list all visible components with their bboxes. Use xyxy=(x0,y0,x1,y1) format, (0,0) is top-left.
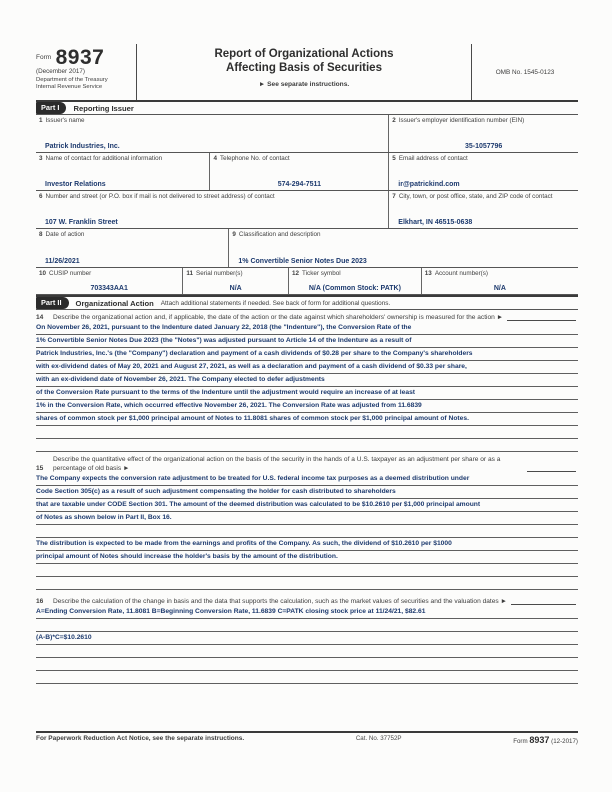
question-14-number: 14 xyxy=(36,314,44,321)
question-16 xyxy=(36,597,578,606)
dept-line: Department of the Treasury xyxy=(36,77,108,83)
answer-line: of Notes as shown below in Part II, Box 16. xyxy=(36,512,578,525)
street-value: 107 W. Franklin Street xyxy=(45,219,118,226)
answer-line: that are taxable under CODE Section 301. The amount of the deemed distribution was calculated to be $10.2610 per $1,000 principal amount xyxy=(36,499,578,512)
field-label-text: Classification and description xyxy=(238,231,321,238)
row-issuer xyxy=(36,115,578,153)
answer-line: Patrick Industries, Inc.'s (the "Company") declaration and payment of a cash dividends of $0.28 per share to the Company's shareholders xyxy=(36,348,578,361)
footer-form-number: 8937 xyxy=(529,735,550,745)
field-label xyxy=(392,193,575,201)
see-instructions-note: ► See separate instructions. xyxy=(258,81,350,88)
field-serial xyxy=(182,268,288,294)
question-16-text: Describe the calculation of the change in basis and the data that supports the calculation, such as the market values of securities and the valuation dates ► xyxy=(53,598,508,605)
contact-name-value: Investor Relations xyxy=(45,181,106,188)
field-label xyxy=(39,117,385,125)
field-label xyxy=(232,231,575,239)
field-label-text: Ticker symbol xyxy=(302,270,341,277)
part2-bar xyxy=(36,295,578,310)
field-label xyxy=(425,270,575,278)
answer-line: 1% in the Conversion Rate, which occurred effective November 26, 2021. The Conversion Rate was adjusted from 11.6839 xyxy=(36,400,578,413)
paperwork-notice: For Paperwork Reduction Act Notice, see the separate instructions. xyxy=(36,735,245,742)
field-ticker xyxy=(288,268,421,294)
field-telephone xyxy=(209,153,388,190)
part2-note: Attach additional statements if needed. See back of form for additional questions. xyxy=(160,299,391,307)
question-16-rule xyxy=(511,603,576,605)
form-number: 8937 xyxy=(55,46,105,69)
row-address xyxy=(36,191,578,229)
field-number: 6 xyxy=(39,193,43,200)
answer-16-block xyxy=(36,606,578,684)
form-title-line1: Report of Organizational Actions xyxy=(214,48,394,60)
field-label-text: Name of contact for additional information xyxy=(45,155,163,162)
answer-line: with an ex-dividend date of November 26, 2021. The Company elected to defer adjustments xyxy=(36,374,578,387)
field-label xyxy=(39,270,179,278)
field-number: 3 xyxy=(39,155,43,162)
answer-line: On November 26, 2021, pursuant to the Indenture dated January 22, 2018 (the "Indenture"), the Conversion Rate of the xyxy=(36,322,578,335)
answer-line: 1% Convertible Senior Notes Due 2023 (the "Notes") was adjusted pursuant to Article 14 of the Indenture as a result of xyxy=(36,335,578,348)
answer-15-block xyxy=(36,473,578,590)
field-account xyxy=(421,268,578,294)
field-label xyxy=(186,270,285,278)
answer-line-blank xyxy=(36,671,578,684)
answer-line: (A-B)*C=$10.2610 xyxy=(36,632,578,645)
part2-title: Organizational Action xyxy=(75,298,154,308)
field-number: 13 xyxy=(424,270,432,277)
answer-line: Code Section 305(c) as a result of such adjustment compensating the holder for cash distributed to shareholders xyxy=(36,486,578,499)
field-label-text: Account number(s) xyxy=(434,270,489,277)
answer-line: principal amount of Notes should increase the holder's basis by the amount of the distribution. xyxy=(36,551,578,564)
form-title xyxy=(137,48,471,75)
field-number: 8 xyxy=(39,231,43,238)
question-16-number: 16 xyxy=(36,598,44,605)
form-word-label: Form xyxy=(36,54,52,61)
question-15-number: 15 xyxy=(36,465,44,472)
field-number: 9 xyxy=(232,231,236,238)
field-contact-name xyxy=(36,153,209,190)
footer-form-word: Form xyxy=(513,738,528,745)
field-number: 1 xyxy=(39,117,43,124)
answer-line-blank xyxy=(36,577,578,590)
form-header xyxy=(36,44,578,100)
form-revision: (December 2017) xyxy=(36,68,85,75)
serial-value: N/A xyxy=(229,285,242,292)
row-contact xyxy=(36,153,578,191)
answer-line-blank xyxy=(36,645,578,658)
answer-14-block xyxy=(36,322,578,452)
row-action xyxy=(36,229,578,268)
form-identity-block xyxy=(36,44,137,100)
field-label-text: City, town, or post office, state, and ZIP code of contact xyxy=(398,193,553,200)
question-14-rule xyxy=(507,319,576,321)
answer-line: The distribution is expected to be made from the earnings and profits of the Company. As such, the dividend of $10.2610 per $1000 xyxy=(36,538,578,551)
answer-line: of the Conversion Rate pursuant to the terms of the Indenture until the adjustment would require an increase of at least xyxy=(36,387,578,400)
part1-chip: Part I xyxy=(36,102,66,114)
answer-line-blank xyxy=(36,525,578,538)
field-cusip xyxy=(36,268,182,294)
question-15-text: Describe the quantitative effect of the organizational action on the basis of the security in the hands of a U.S. taxpayer as an adjustment per share or as a percentage of old basis ► xyxy=(53,456,501,472)
field-label-text: Issuer's employer identification number (EIN) xyxy=(398,117,525,124)
section-gap xyxy=(36,590,578,594)
field-label xyxy=(392,155,575,163)
ein-value: 35-1057796 xyxy=(464,143,503,150)
agency-line: Internal Revenue Service xyxy=(36,84,103,90)
field-date-of-action xyxy=(36,229,228,267)
footer-form-id xyxy=(513,735,578,745)
part1-title: Reporting Issuer xyxy=(73,103,134,113)
field-label-text: Issuer's name xyxy=(45,117,85,124)
answer-line-blank xyxy=(36,619,578,632)
field-number: 5 xyxy=(392,155,396,162)
field-issuer-name xyxy=(36,115,388,152)
field-label-text: Telephone No. of contact xyxy=(219,155,290,162)
field-number: 11 xyxy=(186,270,193,277)
part1-bar xyxy=(36,100,578,115)
telephone-value: 574-294-7511 xyxy=(277,181,321,188)
field-street xyxy=(36,191,388,228)
answer-line-blank xyxy=(36,564,578,577)
ticker-value: N/A (Common Stock: PATK) xyxy=(308,285,401,292)
email-value: ir@patrickind.com xyxy=(398,181,460,188)
field-label xyxy=(392,117,575,125)
field-label xyxy=(39,193,385,201)
answer-line-blank xyxy=(36,426,578,439)
field-number: 12 xyxy=(292,270,300,277)
field-label-text: Date of action xyxy=(45,231,85,238)
classification-value: 1% Convertible Senior Notes Due 2023 xyxy=(238,258,367,265)
issuer-name-value: Patrick Industries, Inc. xyxy=(45,143,120,150)
field-number: 2 xyxy=(392,117,396,124)
answer-line: shares of common stock per $1,000 principal amount of Notes to 11.8081 shares of common stock per $1,000 principal amount of Notes. xyxy=(36,413,578,426)
field-email xyxy=(388,153,578,190)
field-number: 4 xyxy=(213,155,217,162)
cusip-value: 703343AA1 xyxy=(90,285,128,292)
answer-line: The Company expects the conversion rate adjustment to be treated for U.S. federal income tax purposes as a deemed distribution under xyxy=(36,473,578,486)
answer-line: A=Ending Conversion Rate, 11.8081 B=Beginning Conversion Rate, 11.6839 C=PATK closing stock price at 11/24/21, $82.61 xyxy=(36,606,578,619)
question-15 xyxy=(36,455,578,473)
form-title-block xyxy=(137,44,471,100)
field-number: 7 xyxy=(392,193,396,200)
city-state-zip-value: Elkhart, IN 46515-0638 xyxy=(398,219,473,226)
omb-block xyxy=(471,44,578,100)
field-classification xyxy=(228,229,578,267)
field-label xyxy=(39,155,206,163)
answer-line-blank xyxy=(36,658,578,671)
field-city-state-zip xyxy=(388,191,578,228)
field-label xyxy=(39,231,225,239)
field-ein xyxy=(388,115,578,152)
omb-number: OMB No. 1545-0123 xyxy=(495,68,555,76)
form-body xyxy=(36,44,578,684)
form-footer xyxy=(36,731,578,745)
part2-chip: Part II xyxy=(36,297,69,309)
catalog-number: Cat. No. 37752P xyxy=(355,735,402,742)
field-label-text: Number and street (or P.O. box if mail is not delivered to street address) of contact xyxy=(45,193,275,200)
field-number: 10 xyxy=(39,270,47,277)
account-value: N/A xyxy=(493,285,506,292)
field-label xyxy=(292,270,418,278)
field-label-text: Email address of contact xyxy=(398,155,468,162)
answer-line: with ex-dividend dates of May 20, 2021 and August 27, 2021, as well as a declaration and payment of a cash dividend of $0.33 per share, xyxy=(36,361,578,374)
footer-form-revision: (12-2017) xyxy=(551,738,578,745)
question-15-rule xyxy=(527,470,576,472)
question-14-text: Describe the organizational action and, if applicable, the date of the action or the date against which shareholders' ownership is measured for the action ► xyxy=(53,314,504,321)
treasury-dept-label xyxy=(36,77,134,91)
form-title-line2: Affecting Basis of Securities xyxy=(226,61,382,74)
answer-line-blank xyxy=(36,439,578,452)
field-label xyxy=(213,155,385,163)
field-label-text: Serial number(s) xyxy=(196,270,243,277)
row-identifiers xyxy=(36,268,578,295)
field-label-text: CUSIP number xyxy=(49,270,92,277)
date-of-action-value: 11/26/2021 xyxy=(45,258,80,265)
question-14 xyxy=(36,313,578,322)
